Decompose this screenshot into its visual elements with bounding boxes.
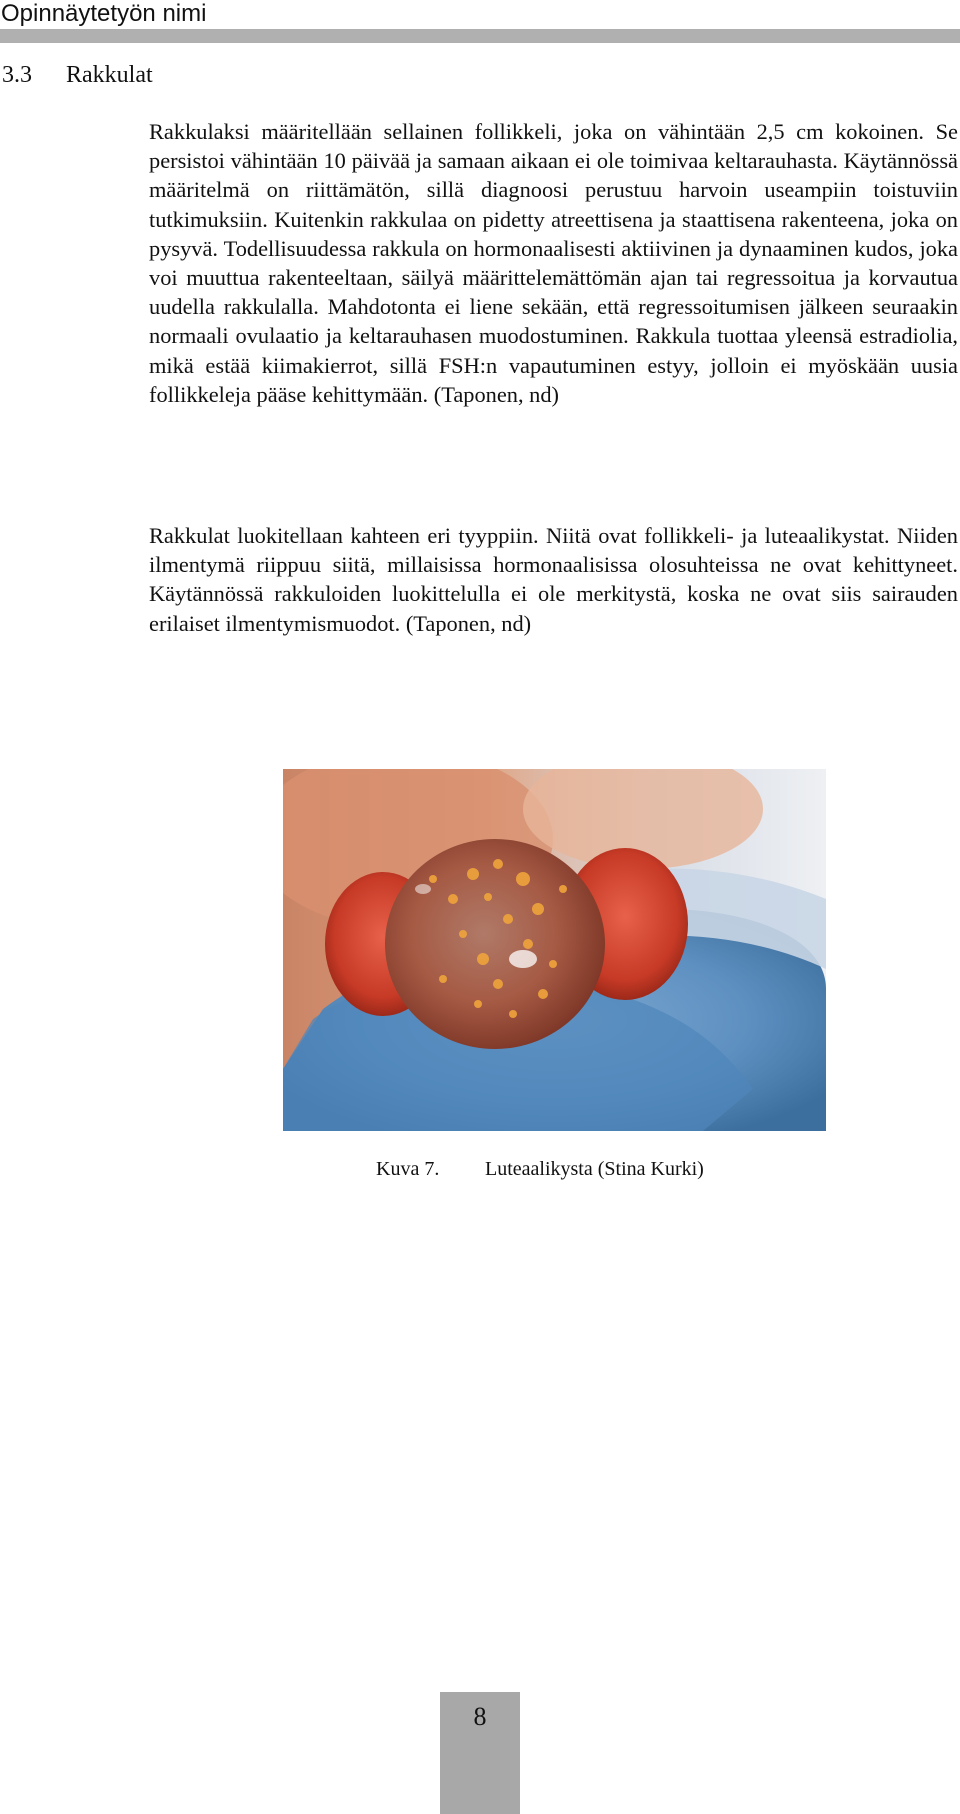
page-number-box: [440, 1692, 520, 1814]
body-paragraph-2: Rakkulat luokitellaan kahteen eri tyyppiin. Niitä ovat follikkeli- ja luteaalikystat. Niiden ilmentymä riippuu siitä, millaisissa hormonaalisissa olosuhteissa ne ovat kehittyneet. Käytännössä rakkuloiden luokittelulla ei ole merkitystä, koska ne ovat siis sairauden erilaiset ilmentymismuodot. (Taponen, nd): [149, 523, 958, 636]
page-header-title: Opinnäytetyön nimi: [1, 0, 207, 27]
figure-caption: [376, 1156, 704, 1182]
section-number: 3.3: [2, 62, 32, 88]
section-title: Rakkulat: [66, 62, 153, 88]
section-heading: [2, 60, 153, 90]
figure-luteal-cyst-photo: [283, 769, 826, 1131]
page-number: 8: [473, 1702, 487, 1731]
body-paragraph-1: Rakkulaksi määritellään sellainen follikkeli, joka on vähintään 2,5 cm kokoinen. Se persistoi vähintään 10 päivää ja samaan aikaan ei ole toimivaa keltarauhasta. Käytännössä määritelmä on riittämätön, sillä diagnoosi perustuu harvoin useampiin toistuviin tutkimuksiin. Kuitenkin rakkulaa on pidetty atreettisena ja staattisena rakenteena, joka on pysyvä. Todellisuudessa rakkula on hormonaalisesti aktiivinen ja dynaaminen kudos, joka voi muuttua rakenteeltaan, säilyä määrittelemättömän ajan tai regressoitua ja korvautua uudella rakkulalla. Mahdotonta ei liene sekään, että regressoitumisen jälkeen seuraakin normaali ovulaatio ja keltarauhasen muodostuminen. Rakkula tuottaa yleensä estradiolia, mikä estää kiimakierrot, sillä FSH:n vapautuminen estyy, jolloin ei myöskään uusia follikkeleja pääse kehittymään. (Taponen, nd): [149, 119, 958, 407]
figure-label: Kuva 7.: [376, 1158, 440, 1180]
header-rule: [0, 29, 960, 43]
figure-caption-text: Luteaalikysta (Stina Kurki): [485, 1158, 704, 1180]
